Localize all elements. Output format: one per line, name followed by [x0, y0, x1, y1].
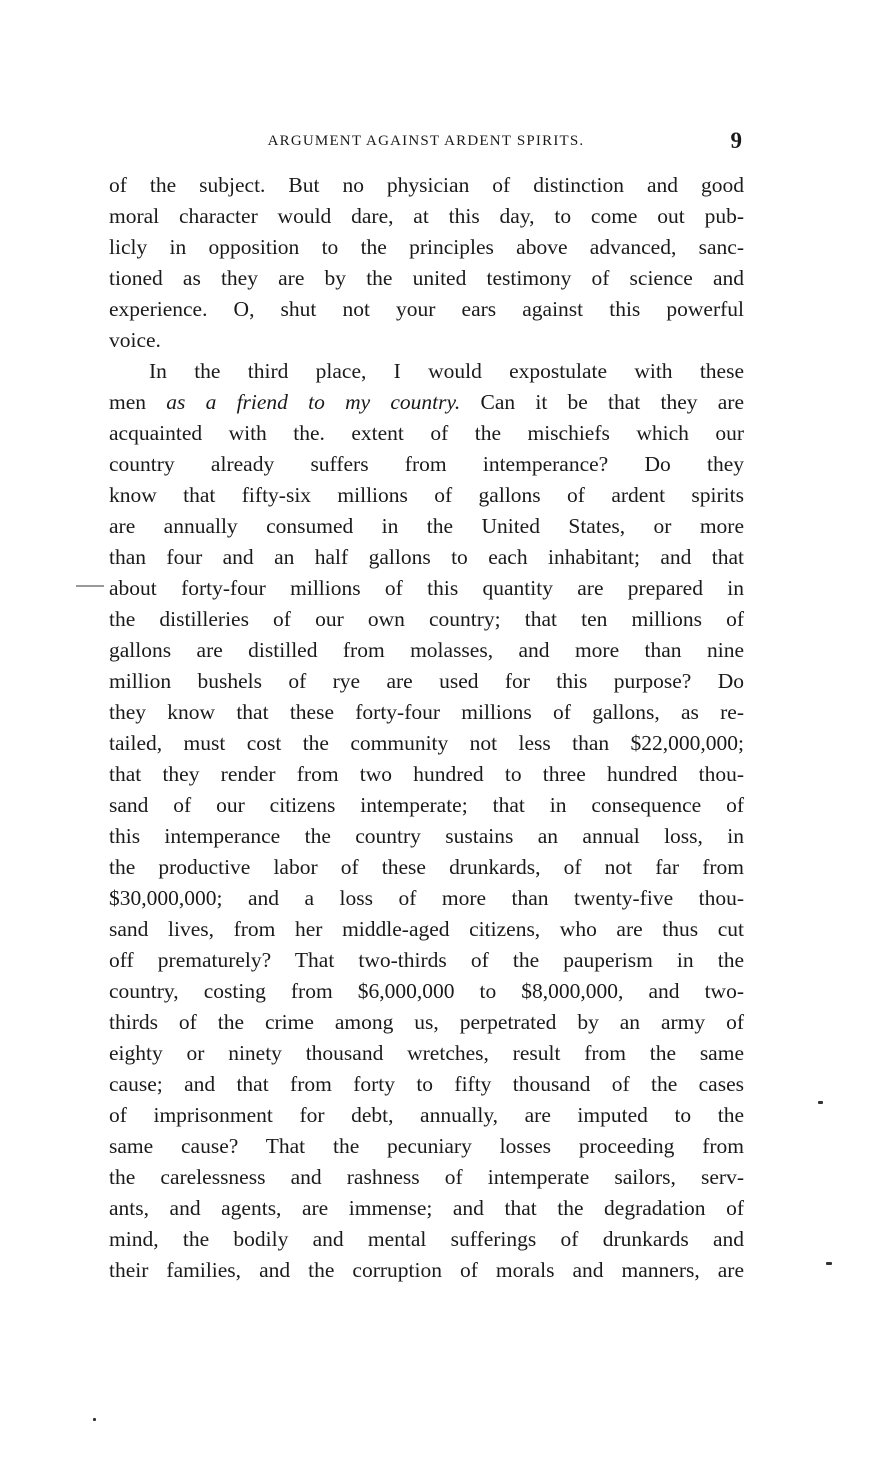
text-line: tailed, must cost the community not less than $22,000,000;: [109, 731, 744, 755]
text-line: million bushels of rye are used for this purpose? Do: [109, 669, 744, 693]
text-line: than four and an half gallons to each inhabitant; and that: [109, 545, 744, 569]
text-line: mind, the bodily and mental sufferings of drunkards and: [109, 1227, 744, 1251]
ink-speck: [93, 1418, 96, 1421]
page-number: 9: [730, 128, 742, 153]
text-line: sand of our citizens intemperate; that in consequence of: [109, 793, 744, 817]
text-line-with-italic: [109, 387, 744, 418]
text-line: this intemperance the country sustains an annual loss, in: [109, 824, 744, 848]
text-line: voice.: [109, 328, 161, 352]
text-line: country already suffers from intemperance? Do they: [109, 452, 744, 476]
ink-speck: [818, 1101, 823, 1104]
text-line: the carelessness and rashness of intemperate sailors, serv-: [109, 1165, 744, 1189]
text-line: of imprisonment for debt, annually, are imputed to the: [109, 1103, 744, 1127]
text-line: same cause? That the pecuniary losses proceeding from: [109, 1134, 744, 1158]
text-line: cause; and that from forty to fifty thousand of the cases: [109, 1072, 744, 1096]
text-line: eighty or ninety thousand wretches, result from the same: [109, 1041, 744, 1065]
ink-speck: [826, 1262, 832, 1265]
text-line: moral character would dare, at this day, to come out pub-: [109, 204, 744, 228]
text-line: off prematurely? That two-thirds of the pauperism in the: [109, 948, 744, 972]
text-line: experience. O, shut not your ears against this powerful: [109, 297, 744, 321]
text-line: that they render from two hundred to three hundred thou-: [109, 762, 744, 786]
text-line: of the subject. But no physician of distinction and good: [109, 173, 744, 197]
text-line: ants, and agents, are immense; and that the degradation of: [109, 1196, 744, 1220]
running-title: ARGUMENT AGAINST ARDENT SPIRITS.: [267, 133, 585, 149]
page-header: [108, 129, 744, 153]
text-line: $30,000,000; and a loss of more than twenty-five thou-: [109, 886, 744, 910]
italic-phrase: as a friend to my country.: [166, 390, 461, 414]
line-end-text: Can it be that they are: [460, 390, 744, 414]
text-line: they know that these forty-four millions of gallons, as re-: [109, 700, 744, 724]
paragraph-start-line: In the third place, I would expostulate with these: [149, 359, 744, 383]
text-line: tioned as they are by the united testimony of science and: [109, 266, 744, 290]
body-text: [109, 170, 744, 1286]
text-line: acquainted with the. extent of the mischiefs which our: [109, 421, 744, 445]
margin-mark: [76, 585, 104, 587]
text-line: know that fifty-six millions of gallons of ardent spirits: [109, 483, 744, 507]
text-line: sand lives, from her middle-aged citizens, who are thus cut: [109, 917, 744, 941]
text-line: about forty-four millions of this quantity are prepared in: [109, 576, 744, 600]
text-line: country, costing from $6,000,000 to $8,000,000, and two-: [109, 979, 744, 1003]
text-line: their families, and the corruption of morals and manners, are: [109, 1258, 744, 1282]
text-line: gallons are distilled from molasses, and more than nine: [109, 638, 744, 662]
text-line: thirds of the crime among us, perpetrated by an army of: [109, 1010, 744, 1034]
text-line: licly in opposition to the principles above advanced, sanc-: [109, 235, 744, 259]
text-line: the productive labor of these drunkards, of not far from: [109, 855, 744, 879]
line-start-text: men: [109, 390, 167, 414]
text-line: are annually consumed in the United States, or more: [109, 514, 744, 538]
text-line: the distilleries of our own country; that ten millions of: [109, 607, 744, 631]
